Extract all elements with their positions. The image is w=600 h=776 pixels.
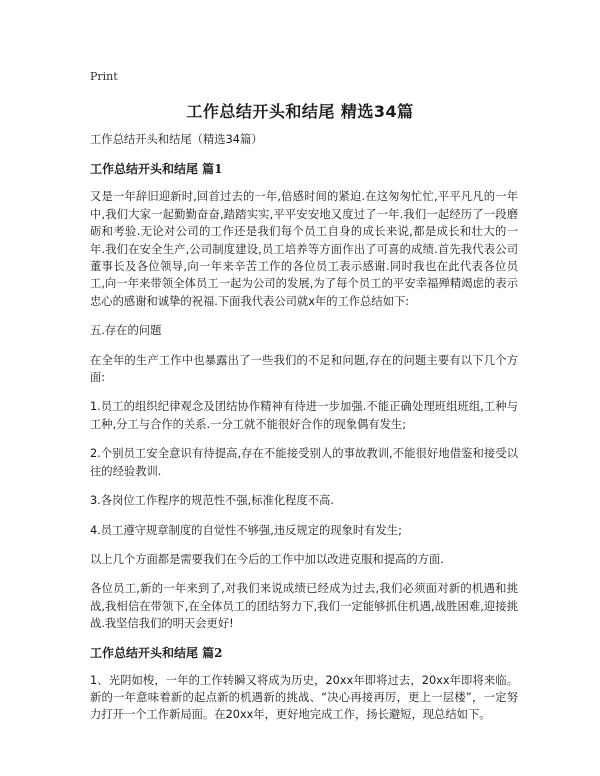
section-heading-1: 工作总结开头和结尾 篇1 — [90, 162, 223, 177]
section1-intro: 又是一年辞旧迎新时,回首过去的一年,倍感时间的紧迫.在这匆匆忙忙,平平凡凡的一年中,我们大家一起勤勤奋奋,踏踏实实,平平安安地又度过了一年.我们一起经历了一段磨砺和考验.无论对公司的工作还是我们每个员工自身的成长来说,都是成长和壮大的一年.我们在安全生产,公司制度建设,员工培养等方面作出了可喜的成绩.首先我代表公司董事长及各位领导,向一年来辛苦工作的各位员工表示感谢.同时我也在此代表各位员工,向一年来带领全体员工一起为公司的发展,为了每个员工的平安幸福殚精竭虑的表示忠心的感谢和诚挚的祝福.下面我代表公司就x年的工作总结如下: — [90, 190, 518, 308]
page-title: 工作总结开头和结尾 精选34篇 — [186, 102, 414, 121]
problems-summary: 以上几个方面都是需要我们在今后的工作中加以改进克服和提高的方面. — [90, 552, 444, 566]
print-label[interactable]: Print — [90, 70, 118, 83]
document-body — [90, 131, 518, 736]
problem-item: 4.员工遵守规章制度的自觉性不够强,违反规定的现象时有发生; — [90, 523, 402, 537]
problems-heading: 五.存在的问题 — [90, 324, 162, 338]
section1-closing: 各位员工,新的一年来到了,对我们来说成绩已经成为过去,我们必须面对新的机遇和挑战,我相信在带领下,在全体员工的团结努力下,我们一定能够抓住机遇,战胜困难,迎接挑战.我坚信我们的明天会更好! — [90, 582, 518, 631]
problem-item: 2.个别员工安全意识有待提高,存在不能接受别人的事故教训,不能很好地借鉴和接受以往的经验教训. — [90, 447, 518, 478]
problem-item: 1.员工的组织纪律观念及团结协作精神有待进一步加强.不能正确处理班组班组,工种与工种,分工与合作的关系.一分工就不能很好合作的现象偶有发生; — [90, 400, 518, 431]
section-heading-2: 工作总结开头和结尾 篇2 — [90, 645, 223, 660]
section2-paragraph: 1、光阴如梭，一年的工作转瞬又将成为历史，20xx年即将过去，20xx年即将来临。新的一年意味着新的起点新的机遇新的挑战、“决心再接再厉，更上一层楼”，一定努力打开一个工作新局面。在20xx年，更好地完成工作，扬长避短，现总结如下。 — [90, 673, 518, 722]
problems-intro: 在全年的生产工作中也暴露出了一些我们的不足和问题,存在的问题主要有以下几个方面: — [90, 353, 518, 385]
problem-item: 3.各岗位工作程序的规范性不强,标准化程度不高. — [90, 494, 334, 508]
document-subtitle: 工作总结开头和结尾（精选34篇） — [90, 133, 263, 146]
